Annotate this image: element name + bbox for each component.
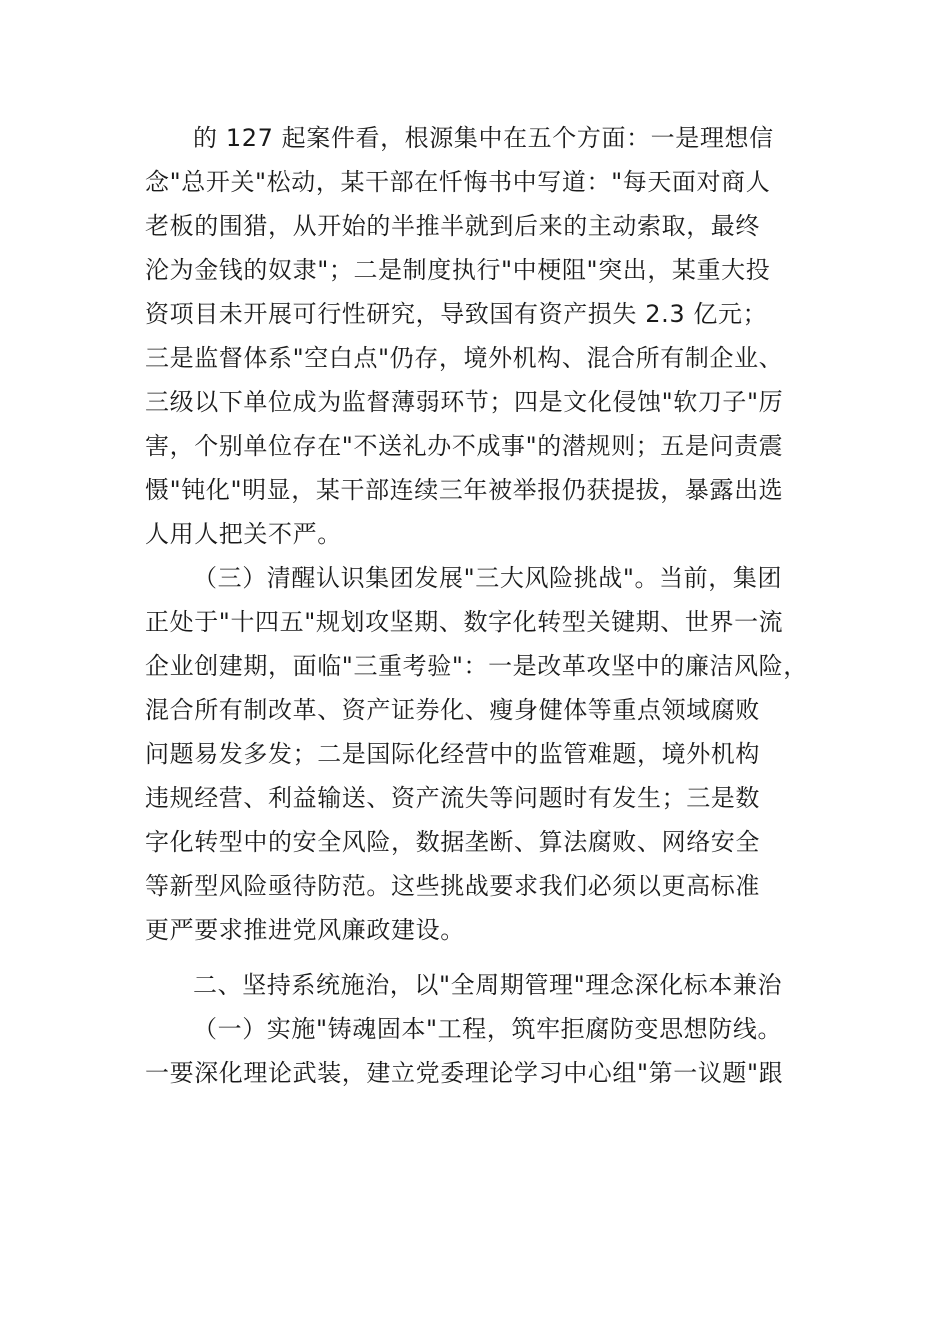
text-line: 更严要求推进党风廉政建设。	[145, 916, 465, 944]
text-line: 正处于"十四五"规划攻坚期、数字化转型关键期、世界一流	[145, 608, 784, 636]
text-line: 字化转型中的安全风险，数据垄断、算法腐败、网络安全	[145, 828, 760, 856]
text-line: 沦为金钱的奴隶"；二是制度执行"中梗阻"突出，某重大投	[145, 256, 771, 284]
text-line: 企业创建期，面临"三重考验"：一是改革攻坚中的廉洁风险，	[145, 652, 808, 680]
text-line: 的 127 起案件看，根源集中在五个方面：一是理想信	[193, 124, 774, 152]
text-line: 混合所有制改革、资产证券化、瘦身健体等重点领域腐败	[145, 696, 760, 724]
text-line: 等新型风险亟待防范。这些挑战要求我们必须以更高标准	[145, 872, 760, 900]
text-line: 慑"钝化"明显，某干部连续三年被举报仍获提拔，暴露出选	[145, 476, 784, 504]
text-line: 害，个别单位存在"不送礼办不成事"的潜规则；五是问责震	[145, 432, 784, 460]
text-line: 资项目未开展可行性研究，导致国有资产损失 2.3 亿元；	[145, 300, 768, 328]
text-line: 老板的围猎，从开始的半推半就到后来的主动索取，最终	[145, 212, 760, 240]
text-line: 一要深化理论武装，建立党委理论学习中心组"第一议题"跟	[145, 1059, 784, 1087]
text-line: 违规经营、利益输送、资产流失等问题时有发生；三是数	[145, 784, 760, 812]
text-line: 三级以下单位成为监督薄弱环节；四是文化侵蚀"软刀子"厉	[145, 388, 784, 416]
section-heading-3: （三）清醒认识集团发展"三大风险挑战"。当前，集团	[193, 564, 783, 592]
chapter-heading-2: 二、坚持系统施治，以"全周期管理"理念深化标本兼治	[193, 971, 783, 999]
text-line: 三是监督体系"空白点"仍存，境外机构、混合所有制企业、	[145, 344, 784, 372]
text-line: 念"总开关"松动，某干部在忏悔书中写道："每天面对商人	[145, 168, 771, 196]
text-line: 问题易发多发；二是国际化经营中的监管难题，境外机构	[145, 740, 760, 768]
text-line: 人用人把关不严。	[145, 520, 342, 548]
section-heading-1: （一）实施"铸魂固本"工程，筑牢拒腐防变思想防线。	[193, 1015, 783, 1043]
